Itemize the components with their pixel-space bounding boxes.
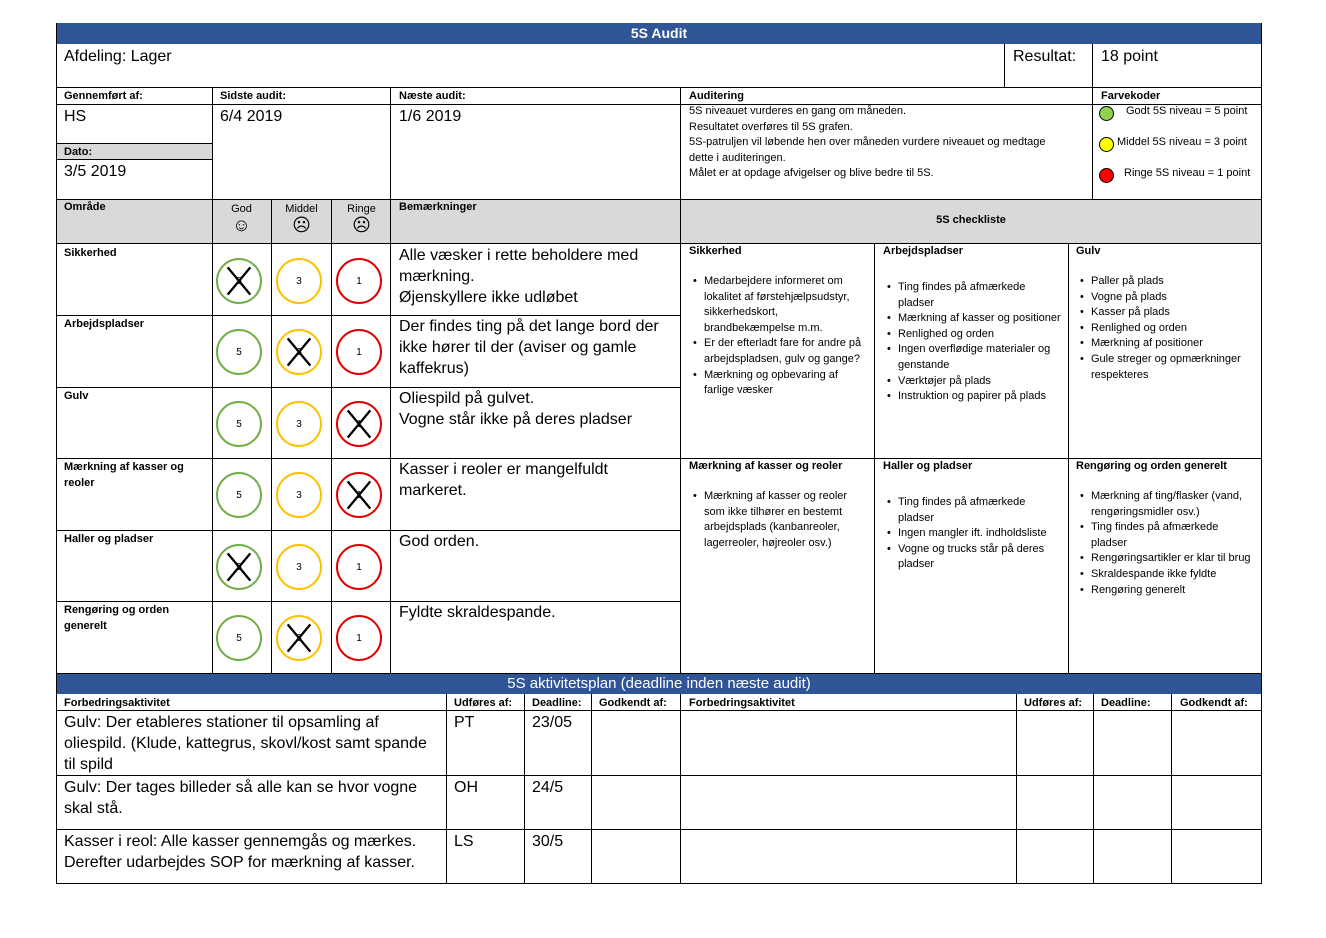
- grid-line: [680, 458, 1262, 459]
- checklist-item: • Kasser på plads: [1091, 305, 1256, 321]
- score-middle-circle[interactable]: [276, 401, 322, 447]
- grid-line: [56, 387, 680, 388]
- grid-line: [56, 601, 680, 602]
- cross-mark-icon: [342, 478, 376, 512]
- area-header: Område: [64, 201, 106, 213]
- area-name: Rengøring og orden generelt: [64, 604, 170, 632]
- next-audit-value: 1/6 2019: [399, 108, 462, 125]
- score-good-circle[interactable]: [216, 329, 262, 375]
- audit-title-bar: 5S Audit: [56, 23, 1262, 44]
- grid-line: [56, 23, 57, 884]
- checklist-section: [689, 459, 869, 551]
- score-value: 3: [296, 561, 302, 573]
- area-remark: Alle væsker i rette beholdere med mærkning. Øjenskyllere ikke udløbet: [399, 247, 639, 306]
- grid-line: [1092, 88, 1093, 199]
- plan-activity: Kasser i reol: Alle kasser gennemgås og mærkes. Derefter udarbejdes SOP for mærkning af kasser.: [64, 833, 417, 871]
- checklist-item: • Rengøring generelt: [1091, 583, 1256, 599]
- checklist-title: Sikkerhed: [689, 245, 742, 257]
- legend-middle: Middel 5S niveau = 3 point: [1117, 136, 1247, 148]
- score-good-circle[interactable]: [216, 472, 262, 518]
- done-by-label: Gennemført af:: [64, 90, 143, 102]
- checklist-section: [1076, 244, 1256, 383]
- date-label: Dato:: [57, 144, 212, 159]
- grid-line: [524, 694, 525, 884]
- score-poor-circle[interactable]: [336, 258, 382, 304]
- score-middle-circle[interactable]: [276, 472, 322, 518]
- smiley-grimace-icon: ☹: [292, 215, 311, 235]
- area-name: Mærkning af kasser og reoler: [64, 461, 184, 489]
- area-name: Sikkerhed: [64, 247, 117, 259]
- legend-good: Godt 5S niveau = 5 point: [1126, 105, 1248, 117]
- grid-line: [56, 87, 1262, 88]
- checklist-title: Gulv: [1076, 245, 1101, 257]
- grid-line: [56, 829, 1262, 830]
- score-value: 1: [356, 632, 362, 644]
- grid-line: [446, 694, 447, 884]
- score-middle-circle[interactable]: [276, 544, 322, 590]
- score-value: 5: [236, 632, 242, 644]
- good-header: God ☺: [212, 203, 271, 235]
- date-value: 3/5 2019: [64, 163, 127, 180]
- grid-line: [1092, 44, 1093, 88]
- area-remark: God orden.: [399, 533, 480, 550]
- area-remark: Oliespild på gulvet. Vogne står ikke på deres pladser: [399, 390, 633, 428]
- score-good-circle[interactable]: [216, 544, 262, 590]
- grid-line: [680, 199, 681, 673]
- score-value: 5: [236, 561, 242, 573]
- checklist-section: [883, 244, 1063, 405]
- score-poor-circle[interactable]: [336, 329, 382, 375]
- grid-line: [212, 88, 213, 199]
- next-audit-label: Næste audit:: [399, 90, 466, 102]
- score-good-circle[interactable]: [216, 258, 262, 304]
- checklist-section: [1076, 459, 1256, 598]
- checklist-item: • Ting findes på afmærkede pladser: [898, 495, 1063, 526]
- legend-red-dot: [1099, 168, 1114, 183]
- checklist-item: • Paller på plads: [1091, 274, 1256, 290]
- score-value: 1: [356, 346, 362, 358]
- grid-line: [1093, 694, 1094, 884]
- checklist-item: • Medarbejdere informeret om lokalitet af førstehjælpsudstyr, sikkerhedskort, brandbekæmpelse m.m.: [704, 274, 869, 336]
- legend-green-dot: [1099, 106, 1114, 121]
- plan-deadline: 24/5: [532, 779, 564, 796]
- plan-responsible: PT: [454, 714, 475, 731]
- legend-poor: Ringe 5S niveau = 1 point: [1124, 167, 1251, 179]
- grid-line: [680, 88, 681, 199]
- grid-line: [56, 159, 212, 160]
- score-value: 3: [296, 632, 302, 644]
- plan-by-header-2: Udføres af:: [1024, 697, 1083, 709]
- cross-mark-icon: [282, 335, 316, 369]
- checklist-item: • Gule streger og opmærkninger respekteres: [1091, 352, 1256, 383]
- grid-line: [56, 104, 1262, 105]
- middle-header: Middel ☹: [272, 203, 331, 235]
- grid-line: [390, 88, 391, 199]
- score-good-circle[interactable]: [216, 401, 262, 447]
- checklist-item: • Vogne og trucks står på deres pladser: [898, 542, 1063, 573]
- checklist-title: Haller og pladser: [883, 460, 973, 472]
- checklist-title: Rengøring og orden generelt: [1076, 460, 1227, 472]
- auditing-label: Auditering: [689, 90, 744, 102]
- checklist-item: • Er der efterladt fare for andre på arbejdspladsen, gulv og gange?: [704, 336, 869, 367]
- score-middle-circle[interactable]: [276, 329, 322, 375]
- grid-line: [56, 883, 1262, 884]
- checklist-item: • Renlighed og orden: [1091, 321, 1256, 337]
- checklist-section: [883, 459, 1063, 573]
- auditing-text: 5S niveauet vurderes en gang om måneden. Resultatet overføres til 5S grafen. 5S-patruljen vil løbende hen over måneden vurdere niveauet og medtage dette i auditeringen. Målet er at opdage afvigelser og blive bedre til 5S.: [689, 105, 1046, 179]
- cross-mark-icon: [342, 407, 376, 441]
- grid-line: [56, 458, 680, 459]
- department: Afdeling: Lager: [64, 48, 172, 65]
- score-poor-circle[interactable]: [336, 401, 382, 447]
- plan-activity: Gulv: Der etableres stationer til opsamling af oliespild. (Klude, kattegrus, skovl/kost samt spande til spild: [64, 714, 427, 773]
- last-audit-value: 6/4 2019: [220, 108, 283, 125]
- colorcodes-label: Farvekoder: [1101, 90, 1161, 102]
- plan-approved-header: Godkendt af:: [599, 697, 667, 709]
- grid-line: [56, 315, 680, 316]
- checklist-item: • Mærkning af ting/flasker (vand, rengøringsmidler osv.): [1091, 489, 1256, 520]
- checklist-item: • Ingen mangler ift. indholdsliste: [898, 526, 1063, 542]
- grid-line: [56, 143, 212, 144]
- score-value: 1: [356, 561, 362, 573]
- checklist-item: • Ingen overflødige materialer og genstande: [898, 342, 1063, 373]
- grid-line: [56, 199, 1262, 200]
- score-value: 5: [236, 275, 242, 287]
- checklist-item: • Mærkning af positioner: [1091, 336, 1256, 352]
- checklist-item: • Ting findes på afmærkede pladser: [898, 280, 1063, 311]
- grid-line: [591, 694, 592, 884]
- grid-line: [56, 673, 1262, 674]
- grid-line: [1016, 694, 1017, 884]
- area-name: Arbejdspladser: [64, 318, 145, 330]
- checklist-item: • Værktøjer på plads: [898, 374, 1063, 390]
- score-value: 3: [296, 489, 302, 501]
- grid-line: [56, 243, 1262, 244]
- remarks-header: Bemærkninger: [399, 201, 477, 213]
- grid-line: [680, 694, 681, 884]
- plan-activity: Gulv: Der tages billeder så alle kan se hvor vogne skal stå.: [64, 779, 418, 817]
- checklist-item: • Rengøringsartikler er klar til brug: [1091, 551, 1256, 567]
- score-value: 1: [356, 489, 362, 501]
- score-value: 3: [296, 275, 302, 287]
- poor-header: Ringe ☹: [332, 203, 391, 235]
- smiley-happy-icon: ☺: [232, 215, 251, 235]
- checklist-title: Mærkning af kasser og reoler: [689, 460, 843, 472]
- checklist-section: [689, 244, 869, 399]
- grid-line: [1171, 694, 1172, 884]
- area-name: Haller og pladser: [64, 533, 154, 545]
- checklist-item: • Vogne på plads: [1091, 290, 1256, 306]
- area-remark: Kasser i reoler er mangelfuldt markeret.: [399, 461, 608, 499]
- smiley-sad-icon: ☹: [352, 215, 371, 235]
- cross-mark-icon: [222, 264, 256, 298]
- plan-deadline-header-2: Deadline:: [1101, 697, 1151, 709]
- cross-mark-icon: [282, 621, 316, 655]
- checklist-item: • Mærkning af kasser og positioner: [898, 311, 1063, 327]
- plan-activity-header: Forbedringsaktivitet: [64, 697, 170, 709]
- checklist-item: • Ting findes på afmærkede pladser: [1091, 520, 1256, 551]
- cross-mark-icon: [222, 550, 256, 584]
- result-label: Resultat:: [1013, 48, 1077, 65]
- score-value: 5: [236, 418, 242, 430]
- score-poor-circle[interactable]: [336, 615, 382, 661]
- area-remark: Der findes ting på det lange bord der ikke hører til der (aviser og gamle kaffekrus): [399, 318, 659, 377]
- score-poor-circle[interactable]: [336, 472, 382, 518]
- area-remark: Fyldte skraldespande.: [399, 604, 556, 621]
- last-audit-label: Sidste audit:: [220, 90, 287, 102]
- score-value: 1: [356, 275, 362, 287]
- plan-responsible: OH: [454, 779, 478, 796]
- grid-line: [56, 710, 1262, 711]
- grid-line: [56, 530, 680, 531]
- grid-line: [1004, 44, 1005, 88]
- score-value: 1: [356, 418, 362, 430]
- plan-title-bar: 5S aktivitetsplan (deadline inden næste audit): [56, 673, 1262, 694]
- score-value: 5: [236, 489, 242, 501]
- plan-by-header: Udføres af:: [454, 697, 513, 709]
- plan-approved-header-2: Godkendt af:: [1180, 697, 1248, 709]
- result-value: 18 point: [1101, 48, 1158, 65]
- score-value: 3: [296, 346, 302, 358]
- area-name: Gulv: [64, 390, 89, 402]
- checklist-item: • Mærkning af kasser og reoler som ikke tilhører en bestemt arbejdsplads (kanbanreoler, lagerreoler, højreoler osv.): [704, 489, 869, 551]
- plan-deadline: 30/5: [532, 833, 564, 850]
- score-middle-circle[interactable]: [276, 615, 322, 661]
- legend-yellow-dot: [1099, 137, 1114, 152]
- score-middle-circle[interactable]: [276, 258, 322, 304]
- checklist-title: Arbejdspladser: [883, 245, 964, 257]
- score-good-circle[interactable]: [216, 615, 262, 661]
- score-value: 3: [296, 418, 302, 430]
- score-value: 5: [236, 346, 242, 358]
- checklist-item: • Skraldespande ikke fyldte: [1091, 567, 1256, 583]
- done-by-value: HS: [64, 108, 87, 125]
- grid-line: [1261, 23, 1262, 884]
- plan-activity-header-2: Forbedringsaktivitet: [689, 697, 795, 709]
- checklist-item: • Instruktion og papirer på plads: [898, 389, 1063, 405]
- checklist-header: 5S checkliste: [936, 214, 1006, 226]
- grid-line: [56, 775, 1262, 776]
- checklist-item: • Renlighed og orden: [898, 327, 1063, 343]
- checklist-item: • Mærkning og opbevaring af farlige væsker: [704, 368, 869, 399]
- score-poor-circle[interactable]: [336, 544, 382, 590]
- plan-responsible: LS: [454, 833, 474, 850]
- plan-deadline-header: Deadline:: [532, 697, 582, 709]
- plan-deadline: 23/05: [532, 714, 573, 731]
